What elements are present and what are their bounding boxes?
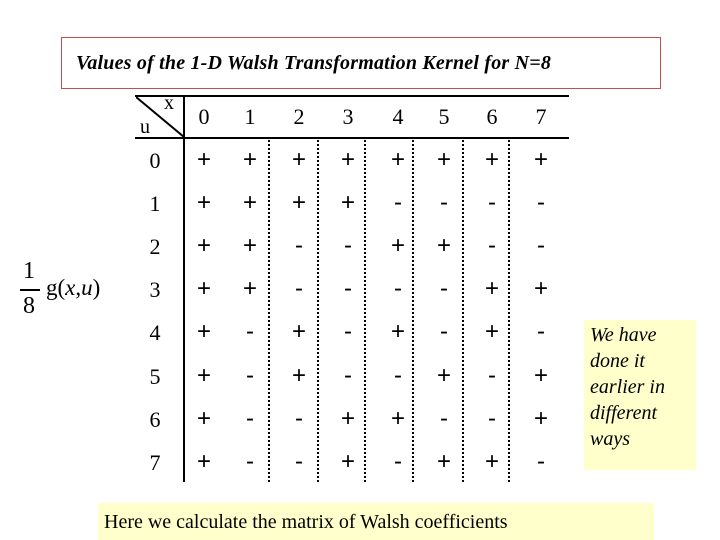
col-axis-label: x: [164, 92, 174, 114]
table-cell: +: [242, 232, 257, 259]
table-cell: +: [196, 362, 211, 389]
table-cell: +: [533, 405, 548, 432]
table-cell: +: [340, 146, 355, 173]
table-cell: +: [291, 362, 306, 389]
table-cell: +: [196, 146, 211, 173]
title-box: [61, 37, 661, 89]
table-cell: +: [242, 275, 257, 302]
function-arg-u: u: [81, 275, 93, 300]
table-cell: +: [242, 189, 257, 216]
table-cell: +: [340, 189, 355, 216]
table-cell: -: [344, 318, 352, 345]
column-divider: [508, 140, 510, 482]
table-cell: +: [484, 448, 499, 475]
table-row-header-rule: [183, 96, 185, 482]
note-line: earlier in: [590, 376, 665, 398]
row-header: 1: [149, 191, 161, 216]
table-cell: -: [295, 275, 303, 302]
column-header: 4: [392, 104, 404, 129]
column-header: 6: [486, 104, 498, 129]
table-top-rule: [135, 95, 569, 97]
table-cell: -: [440, 189, 448, 216]
caption: Here we calculate the matrix of Walsh coefficients: [98, 503, 654, 540]
table-cell: +: [436, 362, 451, 389]
row-header: 5: [149, 364, 161, 389]
table-cell: -: [488, 232, 496, 259]
function-expression: [46, 275, 100, 301]
table-cell: -: [246, 318, 254, 345]
column-divider: [317, 140, 319, 482]
side-note: [584, 320, 696, 470]
column-divider: [364, 140, 366, 482]
table-cell: +: [291, 189, 306, 216]
table-cell: +: [390, 318, 405, 345]
table-cell: -: [440, 405, 448, 432]
table-cell: -: [537, 448, 545, 475]
comma: ,: [75, 275, 82, 300]
table-cell: +: [484, 146, 499, 173]
table-cell: -: [246, 448, 254, 475]
table-cell: +: [436, 232, 451, 259]
table-cell: +: [533, 275, 548, 302]
note-line: done it: [590, 350, 645, 372]
table-cell: +: [340, 405, 355, 432]
column-header: 2: [293, 104, 305, 129]
function-arg-x: x: [65, 275, 76, 300]
table-cell: +: [436, 146, 451, 173]
table-cell: +: [196, 405, 211, 432]
row-header: 0: [149, 148, 161, 173]
row-axis-label: u: [140, 116, 150, 138]
table-cell: -: [394, 189, 402, 216]
column-header: 0: [198, 104, 210, 129]
fraction-numerator: 1: [23, 258, 35, 284]
table-cell: +: [390, 405, 405, 432]
row-header: 6: [149, 407, 161, 432]
open-paren: (: [57, 275, 66, 300]
table-cell: -: [394, 448, 402, 475]
table-cell: -: [246, 362, 254, 389]
close-paren: ): [92, 275, 101, 300]
table-cell: +: [242, 146, 257, 173]
column-header: 5: [438, 104, 450, 129]
walsh-kernel-table: [128, 94, 568, 484]
table-cell: +: [291, 318, 306, 345]
table-cell: -: [488, 405, 496, 432]
table-cell: -: [394, 362, 402, 389]
note-line: ways: [590, 428, 630, 450]
note-line: We have: [590, 324, 657, 346]
column-divider: [268, 140, 270, 482]
table-cell: -: [295, 448, 303, 475]
table-cell: -: [295, 405, 303, 432]
table-cell: +: [484, 318, 499, 345]
table-cell: +: [533, 146, 548, 173]
function-name: g: [46, 275, 58, 300]
column-header: 7: [535, 104, 547, 129]
table-cell: +: [196, 318, 211, 345]
table-cell: -: [537, 318, 545, 345]
table-cell: -: [344, 362, 352, 389]
table-cell: -: [295, 232, 303, 259]
table-cell: -: [488, 362, 496, 389]
table-cell: -: [440, 275, 448, 302]
table-cell: -: [537, 189, 545, 216]
table-cell: -: [537, 232, 545, 259]
column-divider: [462, 140, 464, 482]
table-cell: +: [390, 232, 405, 259]
fraction-bar: [20, 289, 40, 291]
table-cell: -: [246, 405, 254, 432]
row-header: 2: [149, 234, 161, 259]
table-header-rule: [135, 137, 569, 139]
table-cell: +: [196, 232, 211, 259]
table-cell: -: [394, 275, 402, 302]
table-cell: -: [344, 275, 352, 302]
row-header: 4: [149, 320, 161, 345]
table-cell: +: [390, 146, 405, 173]
column-header: 1: [244, 104, 256, 129]
table-cell: -: [488, 189, 496, 216]
table-cell: +: [484, 275, 499, 302]
column-header: 3: [342, 104, 354, 129]
table-cell: -: [344, 232, 352, 259]
row-header: 7: [149, 450, 161, 475]
kernel-formula: [18, 258, 128, 322]
row-header: 3: [149, 277, 161, 302]
table-cell: +: [291, 146, 306, 173]
table-cell: +: [340, 448, 355, 475]
table-cell: +: [196, 275, 211, 302]
table-cell: -: [440, 318, 448, 345]
table-cell: +: [196, 189, 211, 216]
table-cell: +: [196, 448, 211, 475]
fraction-denominator: 8: [23, 293, 35, 319]
table-cell: +: [533, 362, 548, 389]
note-line: different: [590, 402, 658, 424]
table-cell: +: [436, 448, 451, 475]
slide-title: Values of the 1-D Walsh Transformation Kernel for N=8: [76, 52, 552, 74]
